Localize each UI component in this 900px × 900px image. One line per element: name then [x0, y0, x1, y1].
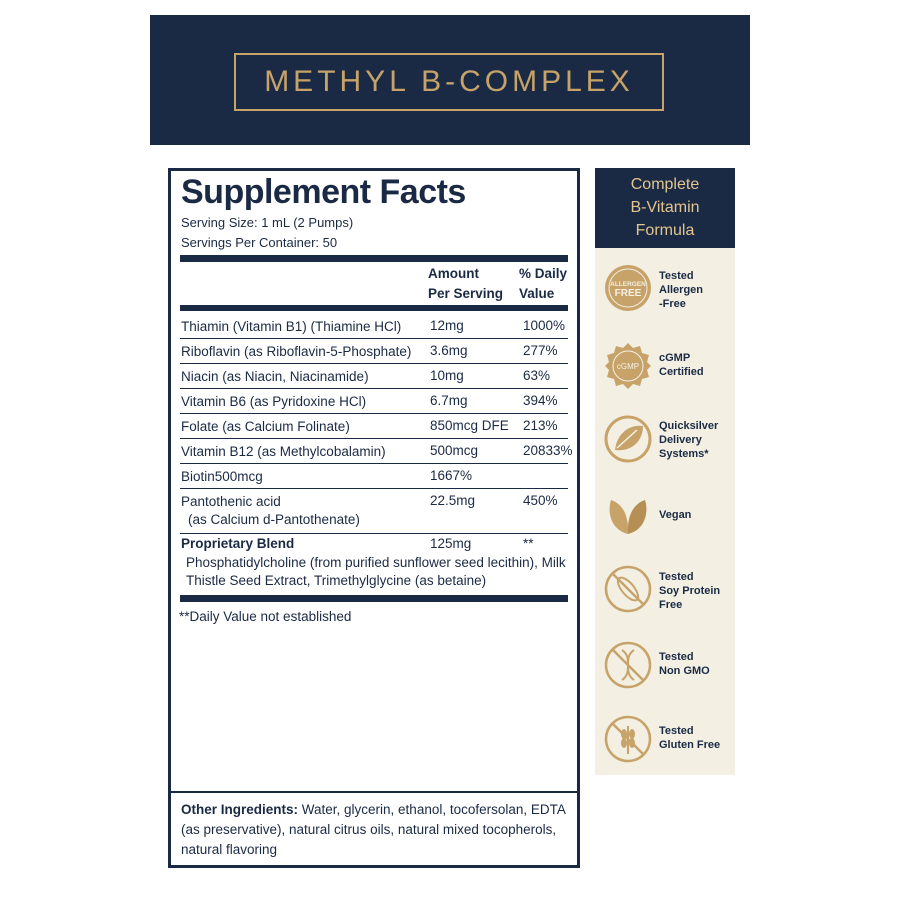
badge-allergen-free: ALLERGEN FREE Tested Allergen -Free: [603, 263, 733, 313]
leaf-delivery-icon: [603, 414, 653, 464]
badge-cgmp: cGMP cGMP Certified: [603, 341, 733, 391]
blend-ingredients-line2: Thistle Seed Extract, Trimethylglycine (as betaine): [186, 573, 487, 588]
nutrient-row: Thiamin (Vitamin B1) (Thiamine HCl) 12mg 1000%: [180, 316, 568, 339]
daily-value-note: **Daily Value not established: [179, 609, 352, 624]
blend-ingredients-line1: Phosphatidylcholine (from purified sunflower seed lecithin), Milk: [186, 555, 566, 570]
svg-text:cGMP: cGMP: [616, 362, 640, 371]
product-title-frame: [234, 53, 664, 111]
vegan-leaf-icon: [603, 490, 653, 540]
badge-gluten-free: Tested Gluten Free: [603, 714, 733, 764]
allergen-free-icon: [603, 263, 653, 313]
daily-value-header: % Daily Value: [519, 266, 568, 301]
serving-size: Serving Size: 1 mL (2 Pumps): [181, 215, 354, 230]
other-ingredients: Other Ingredients: Water, glycerin, ethanol, tocofersolan, EDTA (as preservative), natural citrus oils, natural mixed tocopherols, natural flavoring: [181, 802, 566, 857]
thick-divider: [180, 305, 568, 311]
product-banner: [150, 15, 750, 145]
sidebar-header: Complete B-Vitamin Formula: [595, 168, 735, 248]
thick-divider: [180, 255, 568, 262]
nutrient-row: Biotin500mcg 1667%: [180, 466, 568, 489]
nutrient-row: Riboflavin (as Riboflavin-5-Phosphate) 3.6mg 277%: [180, 341, 568, 364]
nutrient-row: Folate (as Calcium Folinate) 850mcg DFE 213%: [180, 416, 568, 439]
non-gmo-icon: [603, 640, 653, 690]
badge-soy-free: Tested Soy Protein Free: [603, 564, 733, 614]
nutrient-row: Niacin (as Niacin, Niacinamide) 10mg 63%: [180, 366, 568, 389]
blend-amount: 125mg: [430, 536, 472, 551]
badge-vegan: Vegan: [603, 490, 733, 540]
blend-dv: **: [523, 536, 534, 551]
servings-per-container: Servings Per Container: 50: [181, 235, 338, 250]
nutrient-row: Vitamin B12 (as Methylcobalamin) 500mcg 20833%: [180, 441, 568, 464]
facts-title: Supplement Facts: [181, 173, 466, 211]
other-ingredients-divider: [171, 791, 577, 793]
nutrient-row: Vitamin B6 (as Pyridoxine HCl) 6.7mg 394%: [180, 391, 568, 414]
benefits-sidebar: [595, 168, 735, 775]
blend-name: Proprietary Blend: [181, 536, 295, 551]
thick-divider: [180, 595, 568, 602]
amount-header: Amount Per Serving: [428, 266, 504, 301]
product-title: METHYL B-COMPLEX: [264, 65, 634, 98]
badge-delivery: Quicksilver Delivery Systems*: [603, 414, 733, 464]
gluten-free-icon: [603, 714, 653, 764]
svg-text:FREE: FREE: [614, 288, 642, 299]
cgmp-seal-icon: [603, 341, 653, 391]
badge-non-gmo: Tested Non GMO: [603, 640, 733, 690]
soy-free-icon: [603, 564, 653, 614]
supplement-facts-panel: [168, 168, 580, 868]
nutrient-row: Pantothenic acid (as Calcium d-Pantothenate) 22.5mg 450%: [180, 491, 568, 534]
svg-text:ALLERGEN: ALLERGEN: [610, 281, 646, 288]
